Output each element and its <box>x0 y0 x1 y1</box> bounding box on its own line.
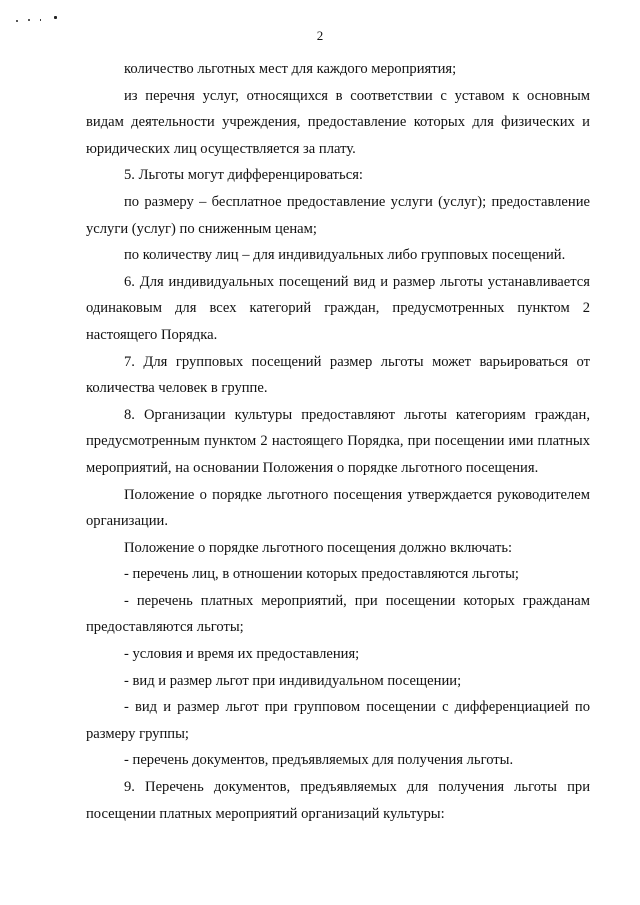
paragraph: Положение о порядке льготного посещения должно включать: <box>124 539 513 556</box>
page-number: 2 <box>316 28 324 43</box>
paragraph: 7. Для групповых посещений размер льготы может варьироваться от количества человек в группе. <box>86 353 590 397</box>
paragraph: по размеру – бесплатное предоставление услуги (услуг); предоставление услуги (услуг) по сниженным ценам; <box>86 193 590 237</box>
paragraph: Положение о порядке льготного посещения утверждается руководителем организации. <box>86 486 590 530</box>
paragraph: по количеству лиц – для индивидуальных либо групповых посещений. <box>124 247 566 264</box>
document-body <box>86 56 590 827</box>
paragraph: - перечень документов, предъявляемых для получения льготы. <box>124 752 514 769</box>
paragraph: из перечня услуг, относящихся в соответствии с уставом к основным видам деятельности учреждения, предоставление которых для физических и юридических лиц осуществляется за плату. <box>86 87 590 157</box>
paragraph: - вид и размер льгот при групповом посещении с дифференциацией по размеру группы; <box>86 699 590 742</box>
paragraph: - перечень лиц, в отношении которых предоставляются льготы; <box>124 566 519 583</box>
paragraph: 9. Перечень документов, предъявляемых для получения льготы при посещении платных мероприятий организаций культуры: <box>86 779 590 822</box>
paragraph: 6. Для индивидуальных посещений вид и размер льготы устанавливается одинаковым для всех категорий граждан, предусмотренных пунктом 2 настоящего Порядка. <box>86 273 590 343</box>
paragraph: - вид и размер льгот при индивидуальном посещении; <box>124 672 462 689</box>
paragraph: количество льготных мест для каждого мероприятия; <box>124 61 457 77</box>
paragraph: 5. Льготы могут дифференцироваться: <box>124 167 363 184</box>
paragraph: - условия и время их предоставления; <box>124 646 360 663</box>
paragraph: - перечень платных мероприятий, при посещении которых гражданам предоставляются льготы; <box>86 592 590 636</box>
scan-artifact-marks <box>14 14 60 26</box>
paragraph: 8. Организации культуры предоставляют льготы категориям граждан, предусмотренным пунктом 2 настоящего Порядка, при посещении ими платных мероприятий, на основании Положения о порядке льготного посещения. <box>86 406 590 476</box>
